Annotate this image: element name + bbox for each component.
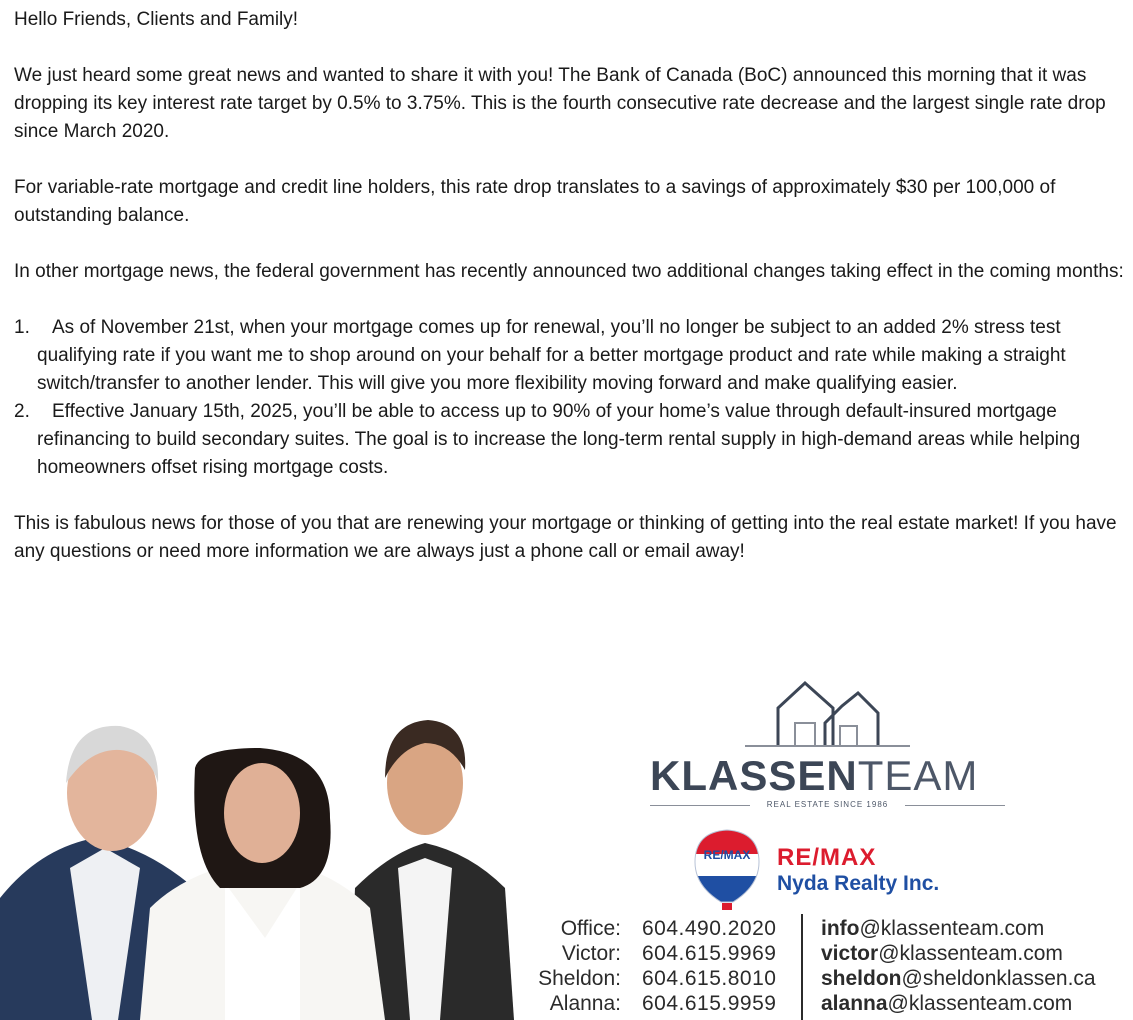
brand-light: TEAM (857, 752, 979, 799)
team-photo (0, 708, 514, 1020)
email-domain: @klassenteam.com (878, 942, 1063, 965)
contact-email[interactable] (821, 966, 1096, 991)
contact-name: Office: (560, 917, 621, 940)
list-number: 2. (14, 401, 30, 422)
email-domain: @sheldonklassen.ca (901, 967, 1096, 990)
contact-name: Victor: (561, 942, 621, 965)
paragraph-other-news: In other mortgage news, the federal government has recently announced two additional changes taking effect in the coming months: (14, 261, 1124, 282)
brokerage-name: RE/MAX (777, 844, 877, 871)
list-number: 1. (14, 317, 30, 338)
email-domain: @klassenteam.com (887, 992, 1073, 1015)
contact-email[interactable] (821, 991, 1072, 1016)
contact-name: Sheldon: (538, 967, 621, 990)
contact-row (520, 916, 1132, 941)
list-item-text: Effective January 15th, 2025, you’ll be able to access up to 90% of your home’s value through default-insured mortgage refinancing to build secondary suites. The goal is to increase the long-term rental supply in high-demand areas while helping homeowners offset rising mortgage costs. (37, 401, 1081, 478)
remax-balloon-icon (693, 828, 761, 912)
paragraph-closing: This is fabulous news for those of you that are renewing your mortgage or thinking of getting into the real estate market! If you have any questions or need more information we are always just a phone call or email away! (14, 513, 1117, 562)
balloon-label: RE/MAX (703, 848, 751, 862)
brand-bold: KLASSEN (650, 752, 858, 799)
paragraph-savings: For variable-rate mortgage and credit line holders, this rate drop translates to a savings of approximately $30 per 100,000 of outstanding balance. (14, 177, 1056, 226)
contact-email[interactable] (821, 941, 1063, 966)
letter-body (14, 6, 1130, 594)
list-item-text: As of November 21st, when your mortgage comes up for renewal, you’ll no longer be subject to an added 2% stress test qualifying rate if you want me to shop around on your behalf for a better mortgage product and rate while making a straight switch/transfer to another lender. This will give you more flexibility moving forward and make qualifying easier. (37, 317, 1066, 394)
brand-name (650, 752, 978, 800)
email-user: victor (821, 942, 879, 965)
contact-phone[interactable]: 604.490.2020 (642, 917, 777, 940)
contact-phone[interactable]: 604.615.9969 (642, 942, 777, 965)
list-item (14, 398, 1130, 482)
contact-email[interactable] (821, 916, 1044, 941)
paragraph-rate-news: We just heard some great news and wanted to share it with you! The Bank of Canada (BoC) announced this morning that it was dropping its key interest rate target by 0.5% to 3.75%. This is the fourth consecutive rate decrease and the largest single rate drop since March 2020. (14, 65, 1106, 142)
email-domain: @klassenteam.com (859, 917, 1045, 940)
contact-phone[interactable]: 604.615.9959 (642, 992, 777, 1015)
email-user: info (821, 917, 860, 940)
brand-tagline: REAL ESTATE SINCE 1986 (650, 800, 1005, 809)
contact-row (520, 941, 1132, 966)
contact-block (520, 914, 1132, 1020)
greeting: Hello Friends, Clients and Family! (14, 9, 299, 30)
brokerage-subtitle: Nyda Realty Inc. (777, 872, 940, 895)
changes-list (14, 314, 1130, 482)
email-user: sheldon (821, 967, 902, 990)
contact-name: Alanna: (549, 992, 621, 1015)
contact-row (520, 966, 1132, 991)
contact-phone[interactable]: 604.615.8010 (642, 967, 777, 990)
contact-row (520, 991, 1132, 1016)
email-user: alanna (821, 992, 888, 1015)
list-item (14, 314, 1130, 398)
